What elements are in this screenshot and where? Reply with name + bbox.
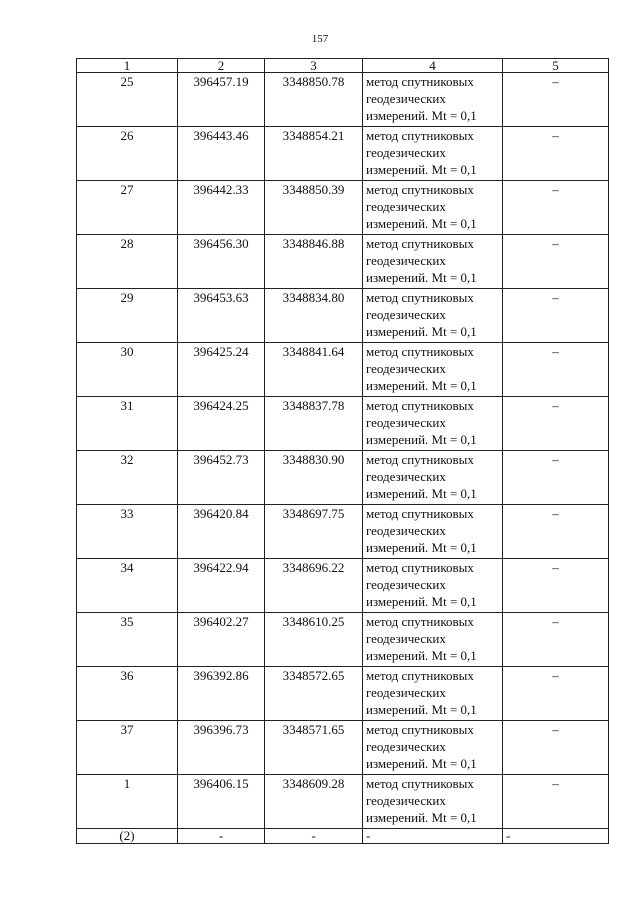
method-text-line: измерений. Mt = 0,1 — [366, 486, 477, 501]
x-coordinate-cell: 396452.73 — [178, 451, 265, 505]
table-row — [77, 559, 609, 613]
method-text-line: геодезических — [366, 145, 446, 160]
table-row — [77, 667, 609, 721]
method-text-line: измерений. Mt = 0,1 — [366, 594, 477, 609]
note-cell: – — [503, 127, 609, 181]
method-text-line: геодезических — [366, 91, 446, 106]
table-row-closing — [77, 829, 609, 844]
method-text-line: геодезических — [366, 685, 446, 700]
note-cell: – — [503, 667, 609, 721]
table-row — [77, 181, 609, 235]
y-coordinate-cell: 3348696.22 — [265, 559, 363, 613]
method-text-line: метод спутниковых — [366, 182, 474, 197]
column-header: 3 — [265, 59, 363, 73]
x-coordinate-cell: 396402.27 — [178, 613, 265, 667]
last-row-number-cell: (2) — [77, 829, 178, 844]
method-text-line: измерений. Mt = 0,1 — [366, 324, 477, 339]
x-coordinate-cell: 396396.73 — [178, 721, 265, 775]
method-cell — [363, 289, 503, 343]
point-number-cell: 37 — [77, 721, 178, 775]
method-text-line: измерений. Mt = 0,1 — [366, 162, 477, 177]
method-text-line: измерений. Mt = 0,1 — [366, 810, 477, 825]
point-number-cell: 35 — [77, 613, 178, 667]
method-text-line: метод спутниковых — [366, 452, 474, 467]
method-text-line: метод спутниковых — [366, 236, 474, 251]
method-cell — [363, 721, 503, 775]
method-cell — [363, 667, 503, 721]
table-row — [77, 775, 609, 829]
page-number: 157 — [311, 33, 329, 45]
method-text-line: геодезических — [366, 415, 446, 430]
point-number-cell: 34 — [77, 559, 178, 613]
method-text-line: метод спутниковых — [366, 560, 474, 575]
method-text-line: измерений. Mt = 0,1 — [366, 756, 477, 771]
method-text-line: метод спутниковых — [366, 398, 474, 413]
method-text-line: измерений. Mt = 0,1 — [366, 216, 477, 231]
note-cell: – — [503, 775, 609, 829]
last-row-y-cell: - — [265, 829, 363, 844]
note-cell: – — [503, 613, 609, 667]
method-cell — [363, 505, 503, 559]
method-text-line: метод спутниковых — [366, 614, 474, 629]
table-row — [77, 235, 609, 289]
method-text-line: измерений. Mt = 0,1 — [366, 648, 477, 663]
method-text-line: измерений. Mt = 0,1 — [366, 108, 477, 123]
method-text-line: геодезических — [366, 361, 446, 376]
column-header: 5 — [503, 59, 609, 73]
table-row — [77, 721, 609, 775]
method-text-line: метод спутниковых — [366, 74, 474, 89]
method-cell — [363, 73, 503, 127]
point-number-cell: 28 — [77, 235, 178, 289]
point-number-cell: 31 — [77, 397, 178, 451]
method-text-line: геодезических — [366, 793, 446, 808]
x-coordinate-cell: 396425.24 — [178, 343, 265, 397]
table-row — [77, 289, 609, 343]
method-cell — [363, 559, 503, 613]
method-cell — [363, 775, 503, 829]
method-cell — [363, 397, 503, 451]
y-coordinate-cell: 3348854.21 — [265, 127, 363, 181]
method-cell — [363, 127, 503, 181]
method-cell — [363, 181, 503, 235]
method-text-line: геодезических — [366, 523, 446, 538]
point-number-cell: 1 — [77, 775, 178, 829]
point-number-cell: 30 — [77, 343, 178, 397]
y-coordinate-cell: 3348571.65 — [265, 721, 363, 775]
note-cell: – — [503, 559, 609, 613]
x-coordinate-cell: 396457.19 — [178, 73, 265, 127]
method-text-line: измерений. Mt = 0,1 — [366, 378, 477, 393]
column-header: 1 — [77, 59, 178, 73]
x-coordinate-cell: 396420.84 — [178, 505, 265, 559]
method-text-line: метод спутниковых — [366, 344, 474, 359]
x-coordinate-cell: 396392.86 — [178, 667, 265, 721]
y-coordinate-cell: 3348841.64 — [265, 343, 363, 397]
coordinates-table — [76, 58, 609, 844]
x-coordinate-cell: 396443.46 — [178, 127, 265, 181]
method-text-line: измерений. Mt = 0,1 — [366, 270, 477, 285]
column-header: 2 — [178, 59, 265, 73]
x-coordinate-cell: 396406.15 — [178, 775, 265, 829]
method-text-line: метод спутниковых — [366, 722, 474, 737]
x-coordinate-cell: 396422.94 — [178, 559, 265, 613]
method-text-line: геодезических — [366, 631, 446, 646]
method-text-line: метод спутниковых — [366, 668, 474, 683]
table-row — [77, 397, 609, 451]
method-text-line: метод спутниковых — [366, 128, 474, 143]
y-coordinate-cell: 3348850.39 — [265, 181, 363, 235]
note-cell: – — [503, 289, 609, 343]
method-text-line: геодезических — [366, 253, 446, 268]
method-text-line: метод спутниковых — [366, 290, 474, 305]
last-row-x-cell: - — [178, 829, 265, 844]
note-cell: – — [503, 721, 609, 775]
table-body — [77, 73, 609, 844]
y-coordinate-cell: 3348837.78 — [265, 397, 363, 451]
table-row — [77, 73, 609, 127]
note-cell: – — [503, 397, 609, 451]
method-text-line: геодезических — [366, 469, 446, 484]
y-coordinate-cell: 3348830.90 — [265, 451, 363, 505]
last-row-method-cell: - — [363, 829, 503, 844]
point-number-cell: 27 — [77, 181, 178, 235]
point-number-cell: 32 — [77, 451, 178, 505]
note-cell: – — [503, 505, 609, 559]
method-text-line: измерений. Mt = 0,1 — [366, 702, 477, 717]
method-cell — [363, 613, 503, 667]
note-cell: – — [503, 451, 609, 505]
table-row — [77, 127, 609, 181]
table-header-row — [77, 59, 609, 73]
method-text-line: геодезических — [366, 307, 446, 322]
note-cell: – — [503, 235, 609, 289]
x-coordinate-cell: 396424.25 — [178, 397, 265, 451]
method-text-line: метод спутниковых — [366, 776, 474, 791]
point-number-cell: 36 — [77, 667, 178, 721]
method-text-line: метод спутниковых — [366, 506, 474, 521]
y-coordinate-cell: 3348850.78 — [265, 73, 363, 127]
y-coordinate-cell: 3348834.80 — [265, 289, 363, 343]
method-cell — [363, 235, 503, 289]
x-coordinate-cell: 396442.33 — [178, 181, 265, 235]
x-coordinate-cell: 396453.63 — [178, 289, 265, 343]
table-row — [77, 613, 609, 667]
x-coordinate-cell: 396456.30 — [178, 235, 265, 289]
method-text-line: геодезических — [366, 739, 446, 754]
point-number-cell: 33 — [77, 505, 178, 559]
method-text-line: геодезических — [366, 199, 446, 214]
method-text-line: измерений. Mt = 0,1 — [366, 432, 477, 447]
column-header: 4 — [363, 59, 503, 73]
point-number-cell: 29 — [77, 289, 178, 343]
note-cell: – — [503, 73, 609, 127]
y-coordinate-cell: 3348610.25 — [265, 613, 363, 667]
table-row — [77, 505, 609, 559]
y-coordinate-cell: 3348609.28 — [265, 775, 363, 829]
method-text-line: геодезических — [366, 577, 446, 592]
y-coordinate-cell: 3348697.75 — [265, 505, 363, 559]
method-text-line: измерений. Mt = 0,1 — [366, 540, 477, 555]
method-cell — [363, 343, 503, 397]
last-row-note-cell: - — [503, 829, 609, 844]
point-number-cell: 25 — [77, 73, 178, 127]
table-row — [77, 451, 609, 505]
y-coordinate-cell: 3348572.65 — [265, 667, 363, 721]
point-number-cell: 26 — [77, 127, 178, 181]
note-cell: – — [503, 343, 609, 397]
note-cell: – — [503, 181, 609, 235]
y-coordinate-cell: 3348846.88 — [265, 235, 363, 289]
table-row — [77, 343, 609, 397]
method-cell — [363, 451, 503, 505]
